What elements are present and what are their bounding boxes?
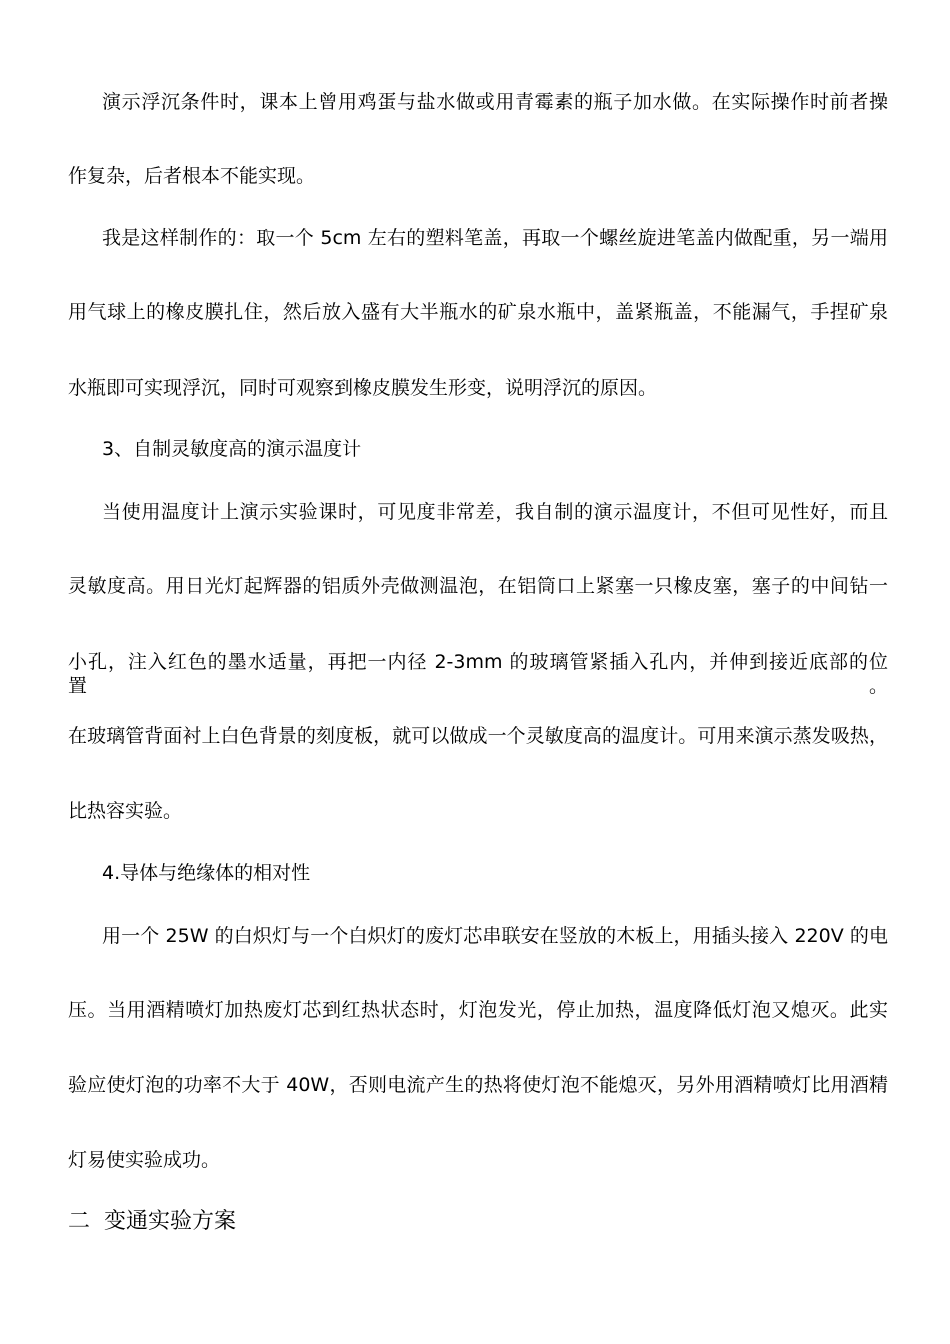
paragraph-6-line-2: 压。当用酒精喷灯加热废灯芯到红热状态时，灯泡发光，停止加热，温度降低灯泡又熄灭。此实: [68, 999, 888, 1021]
paragraph-4-line-3: 小孔，注入红色的墨水适量，再把一内径 2-3mm 的玻璃管紧插入孔内，并伸到接近底部的位置。: [68, 651, 888, 697]
paragraph-2-line-3: 水瓶即可实现浮沉，同时可观察到橡皮膜发生形变，说明浮沉的原因。: [68, 377, 658, 399]
paragraph-4-line-1: 当使用温度计上演示实验课时，可见度非常差，我自制的演示温度计，不但可见性好，而且: [102, 501, 888, 523]
paragraph-4-line-2: 灵敏度高。用日光灯起辉器的铝质外壳做测温泡，在铝筒口上紧塞一只橡皮塞，塞子的中间钻一: [68, 575, 888, 597]
paragraph-2-line-1: 我是这样制作的：取一个 5cm 左右的塑料笔盖，再取一个螺丝旋进笔盖内做配重，另一端用: [102, 227, 888, 249]
paragraph-6-line-3: 验应使灯泡的功率不大于 40W，否则电流产生的热将使灯泡不能熄灭，另外用酒精喷灯比用酒精: [68, 1074, 888, 1096]
paragraph-2-line-2: 用气球上的橡皮膜扎住，然后放入盛有大半瓶水的矿泉水瓶中，盖紧瓶盖，不能漏气，手捏矿泉: [68, 301, 888, 323]
subheading-4: 4.导体与绝缘体的相对性: [102, 862, 311, 884]
paragraph-6-line-1: 用一个 25W 的白炽灯与一个白炽灯的废灯芯串联安在竖放的木板上，用插头接入 220V 的电: [102, 925, 888, 947]
section-heading: 二 变通实验方案: [68, 1209, 236, 1234]
paragraph-1-line-2: 作复杂，后者根本不能实现。: [68, 165, 316, 187]
paragraph-4-line-5: 比热容实验。: [68, 800, 183, 822]
paragraph-6-line-4: 灯易使实验成功。: [68, 1149, 221, 1171]
paragraph-1-line-1: 演示浮沉条件时，课本上曾用鸡蛋与盐水做或用青霉素的瓶子加水做。在实际操作时前者操: [102, 91, 888, 113]
subheading-3: 3、自制灵敏度高的演示温度计: [102, 438, 362, 460]
paragraph-4-line-4: 在玻璃管背面衬上白色背景的刻度板，就可以做成一个灵敏度高的温度计。可用来演示蒸发吸热，: [68, 725, 888, 747]
